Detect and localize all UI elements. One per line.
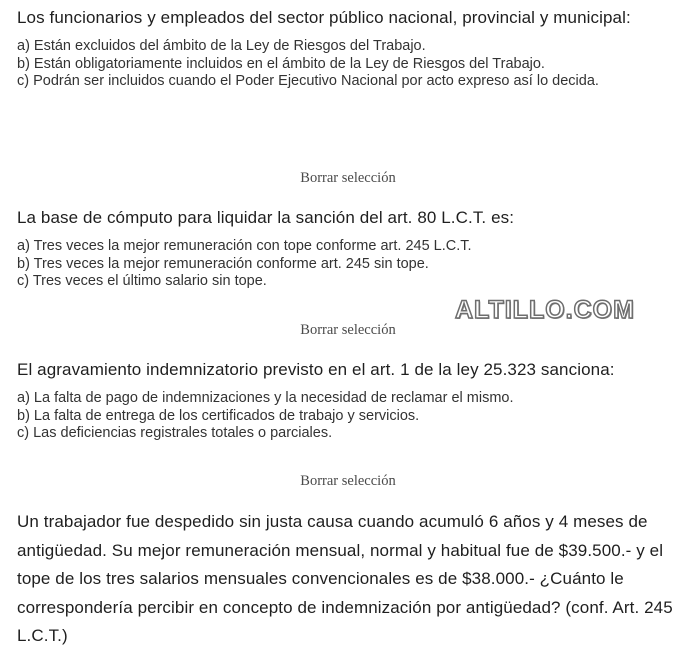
question-1-text: Los funcionarios y empleados del sector público nacional, provincial y municipal:: [17, 8, 631, 27]
clear-selection-button-3[interactable]: Borrar selección: [300, 473, 396, 489]
question-1-options: [17, 38, 692, 91]
altillo-watermark: ALTILLO.COM: [455, 296, 635, 324]
question-2-option-c[interactable]: c) Tres veces el último salario sin tope.: [17, 273, 267, 289]
question-2-text: La base de cómputo para liquidar la sanción del art. 80 L.C.T. es:: [17, 208, 515, 227]
question-3-option-b[interactable]: b) La falta de entrega de los certificados de trabajo y servicios.: [17, 407, 420, 424]
question-1-option-a[interactable]: a) Están excluidos del ámbito de la Ley de Riesgos del Trabajo.: [17, 38, 426, 54]
question-4-text: Un trabajador fue despedido sin justa causa cuando acumuló 6 años y 4 meses de antigüedad. Su mejor remuneración mensual, normal y habitual fue de $39.500.- y el tope de los tres salarios mensuales convencionales es de $38.000.- ¿Cuánto le correspondería percibir en concepto de indemnización por antigüedad? (conf. Art. 245 L.C.T.): [17, 512, 673, 645]
question-1: [17, 4, 692, 91]
question-1-option-c[interactable]: c) Podrán ser incluidos cuando el Poder Ejecutivo Nacional por acto expreso así lo decida.: [17, 73, 599, 89]
question-3-option-a[interactable]: a) La falta de pago de indemnizaciones y la necesidad de reclamar el mismo.: [17, 390, 514, 406]
question-3: [17, 356, 692, 443]
question-3-option-c[interactable]: c) Las deficiencias registrales totales o parciales.: [17, 425, 333, 441]
question-2: [17, 204, 692, 291]
question-4: [17, 508, 692, 651]
clear-selection-button-1[interactable]: Borrar selección: [300, 170, 396, 186]
clear-selection-button-2[interactable]: Borrar selección: [300, 322, 396, 338]
question-2-option-a[interactable]: a) Tres veces la mejor remuneración con tope conforme art. 245 L.C.T.: [17, 238, 472, 254]
question-1-option-b[interactable]: b) Están obligatoriamente incluidos en el ámbito de la Ley de Riesgos del Trabajo.: [17, 55, 545, 72]
question-3-options: [17, 390, 692, 443]
question-2-options: [17, 238, 692, 291]
question-2-option-b[interactable]: b) Tres veces la mejor remuneración conforme art. 245 sin tope.: [17, 255, 429, 272]
question-3-text: El agravamiento indemnizatorio previsto en el art. 1 de la ley 25.323 sanciona:: [17, 360, 615, 379]
